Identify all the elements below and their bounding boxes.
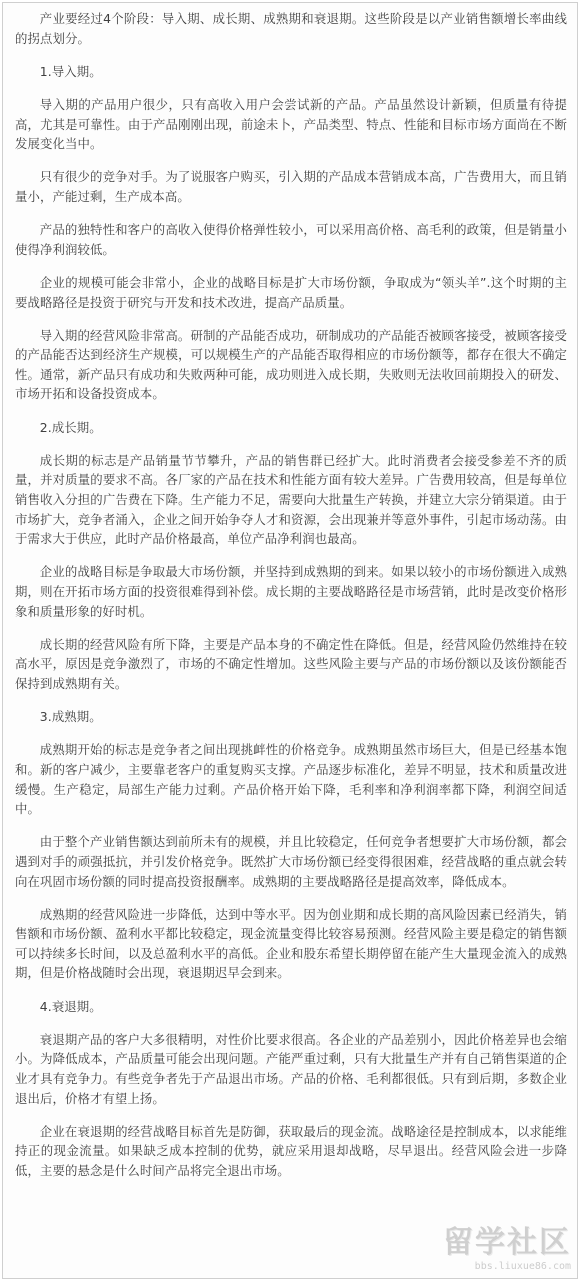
article-page <box>2 2 578 1279</box>
paragraph: 导入期的产品用户很少，只有高收入用户会尝试新的产品。产品虽然设计新颖，但质量有待提高，尤其是可靠性。由于产品刚刚出现，前途未卜，产品类型、特点、性能和目标市场方面尚在不断发展变化当中。 <box>15 96 567 152</box>
paragraph: 由于整个产业销售额达到前所未有的规模，并且比较稳定，任何竞争者想要扩大市场份额，都会遇到对手的顽强抵抗，并引发价格竞争。既然扩大市场份额已经变得很困难，经营战略的重点就会转向在巩固市场份额的同时提高投资报酬率。成熟期的主要战略路径是提高效率，降低成本。 <box>15 834 567 889</box>
section-heading: 4.衰退期。 <box>39 998 102 1014</box>
paragraph: 只有很少的竞争对手。为了说服客户购买，引入期的产品成本营销成本高，广告费用大，而且销量小，产能过剩，生产成本高。 <box>15 169 567 204</box>
paragraph: 导入期的经营风险非常高。研制的产品能否成功，研制成功的产品能否被顾客接受，被顾客接受的产品能否达到经济生产规模，可以规模生产的产品能否取得相应的市场份额等，都存在很大不确定性。通常，新产品只有成功和失败两种可能，成功则进入成长期，失败则无法收回前期投入的研发、市场开拓和设备投资成本。 <box>15 327 567 402</box>
article-body <box>3 3 577 1181</box>
paragraph: 企业的战略目标是争取最大市场份额，并坚持到成熟期的到来。如果以较小的市场份额进入成熟期，则在开拓市场方面的投资很难得到补偿。成长期的主要战略路径是市场营销，此时是改变价格形象和质量形象的好时机。 <box>15 564 567 619</box>
paragraph: 成熟期开始的标志是竞争者之间出现挑衅性的价格竞争。成熟期虽然市场巨大，但是已经基本饱和。新的客户减少，主要靠老客户的重复购买支撑。产品逐步标准化，差异不明显，技术和质量改进缓慢。生产稳定，局部生产能力过剩。产品价格开始下降，毛利率和净利润率都下降，利润空间适中。 <box>15 742 567 817</box>
watermark-url: bbs.liuxue86.com <box>474 1261 571 1272</box>
paragraph: 企业的规模可能会非常小，企业的战略目标是扩大市场份额，争取成为“领头羊”.这个时期的主要战略路径是投资于研究与开发和技术改进，提高产品质量。 <box>15 274 567 310</box>
watermark-logo: 留学社区 <box>443 1225 571 1260</box>
paragraph: 企业在衰退期的经营战略目标首先是防御，获取最后的现金流。战略途径是控制成本，以求能维持正的现金流量。如果缺乏成本控制的优势，就应采用退却战略，尽早退出。经营风险会进一步降低，主要的悬念是什么时间产品将完全退出市场。 <box>15 1123 567 1178</box>
paragraph: 产业要经过4个阶段：导入期、成长期、成熟期和衰退期。这些阶段是以产业销售额增长率曲线的拐点划分。 <box>15 11 567 46</box>
section-heading: 3.成熟期。 <box>39 709 102 725</box>
section-heading: 2.成长期。 <box>39 419 102 435</box>
watermark <box>421 1226 571 1276</box>
section-heading: 1.导入期。 <box>39 63 102 79</box>
paragraph: 成长期的经营风险有所下降，主要是产品本身的不确定性在降低。但是，经营风险仍然维持在较高水平，原因是竞争激烈了，市场的不确定性增加。这些风险主要与产品的市场份额以及该份额能否保持到成熟期有关。 <box>15 636 567 691</box>
paragraph: 成长期的标志是产品销量节节攀升，产品的销售群已经扩大。此时消费者会接受参差不齐的质量，并对质量的要求不高。各厂家的产品在技术和性能方面有较大差异。广告费用较高，但是每单位销售收入分担的广告费在下降。生产能力不足，需要向大批量生产转换，并建立大宗分销渠道。由于市场扩大，竞争者涌入，企业之间开始争夺人才和资源，会出现兼并等意外事件，引起市场动荡。由于需求大于供应，此时产品价格最高，单位产品净利润也最高。 <box>15 452 567 547</box>
paragraph: 成熟期的经营风险进一步降低，达到中等水平。因为创业期和成长期的高风险因素已经消失，销售额和市场份额、盈利水平都比较稳定，现金流量变得比较容易预测。经营风险主要是稳定的销售额可以持续多长时间，以及总盈利水平的高低。企业和股东希望长期停留在能产生大量现金流入的成熟期，但是价格战随时会出现，衰退期迟早会到来。 <box>15 906 567 981</box>
paragraph: 衰退期产品的客户大多很精明，对性价比要求很高。各企业的产品差别小，因此价格差异也会缩小。为降低成本，产品质量可能会出现问题。产能严重过剩，只有大批量生产并有自己销售渠道的企业才具有竞争力。有些竞争者先于产品退出市场。产品的价格、毛利都很低。只有到后期，多数企业退出后，价格才有望上扬。 <box>15 1031 567 1106</box>
paragraph: 产品的独特性和客户的高收入使得价格弹性较小，可以采用高价格、高毛利的政策，但是销量小使得净利润较低。 <box>15 222 567 257</box>
